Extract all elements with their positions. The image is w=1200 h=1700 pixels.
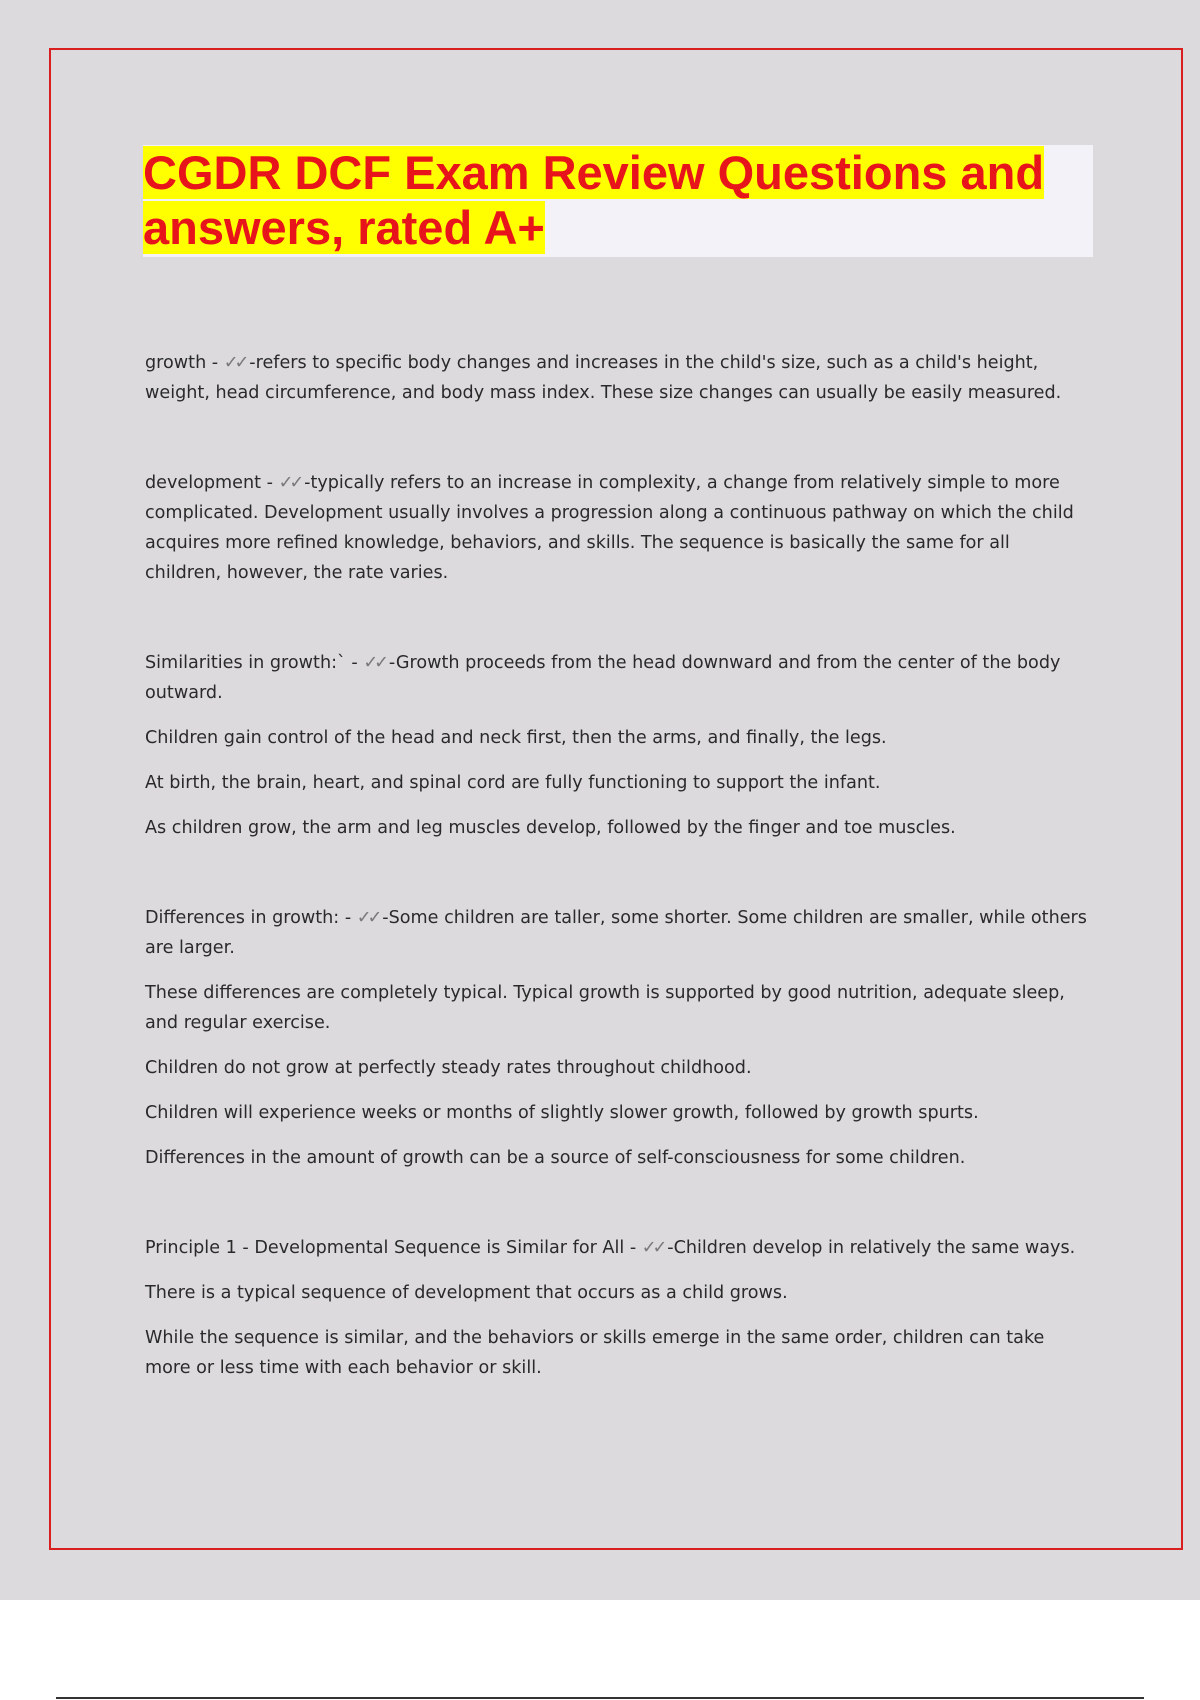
double-check-icon: ✓✓ bbox=[278, 473, 301, 493]
double-check-icon: ✓✓ bbox=[356, 908, 379, 928]
entry-definition: -Growth proceeds from the head downward and from the center of the body outward. bbox=[145, 653, 1061, 703]
entry-detail: Children do not grow at perfectly steady rates throughout childhood. bbox=[145, 1058, 752, 1078]
entry-development bbox=[145, 468, 1090, 588]
entry-detail: As children grow, the arm and leg muscles develop, followed by the finger and toe muscles. bbox=[145, 818, 956, 838]
entry-detail: Children gain control of the head and neck first, then the arms, and finally, the legs. bbox=[145, 728, 887, 748]
title-line-2: answers, rated A+ bbox=[143, 201, 545, 254]
footer-divider bbox=[56, 1697, 1144, 1699]
double-check-icon: ✓✓ bbox=[223, 353, 246, 373]
document-title bbox=[143, 145, 1093, 255]
entry-detail: At birth, the brain, heart, and spinal cord are fully functioning to support the infant. bbox=[145, 773, 881, 793]
entry-term: Differences in growth: - bbox=[145, 908, 357, 928]
entry-detail: Differences in the amount of growth can be a source of self-consciousness for some children. bbox=[145, 1148, 966, 1168]
entry-similarities-in-growth bbox=[145, 648, 1090, 708]
entry-detail: While the sequence is similar, and the behaviors or skills emerge in the same order, children can take more or less time with each behavior or skill. bbox=[145, 1328, 1045, 1378]
entry-growth bbox=[145, 348, 1090, 408]
entry-definition: -Some children are taller, some shorter. Some children are smaller, while others are larger. bbox=[145, 908, 1087, 958]
entry-term: development - bbox=[145, 473, 279, 493]
title-block bbox=[143, 145, 1093, 257]
entry-term: Similarities in growth:` - bbox=[145, 653, 364, 673]
entry-definition: -typically refers to an increase in complexity, a change from relatively simple to more complicated. Development usually involves a progression along a continuous pathway on which the child acquires more refined knowledge, behaviors, and skills. The sequence is basically the same for all children, however, the rate varies. bbox=[145, 473, 1074, 583]
entry-differences-in-growth bbox=[145, 903, 1090, 963]
double-check-icon: ✓✓ bbox=[363, 653, 385, 673]
entry-detail: There is a typical sequence of development that occurs as a child grows. bbox=[145, 1283, 788, 1303]
title-line-1: CGDR DCF Exam Review Questions and bbox=[143, 146, 1045, 199]
entry-term: growth - bbox=[145, 353, 224, 373]
entry-definition: -refers to specific body changes and increases in the child's size, such as a child's height, weight, head circumference, and body mass index. These size changes can usually be easily measured. bbox=[145, 353, 1062, 403]
document-body bbox=[145, 348, 1090, 1398]
entry-definition: -Children develop in relatively the same ways. bbox=[667, 1238, 1076, 1258]
double-check-icon: ✓✓ bbox=[641, 1238, 664, 1258]
entry-principle-1 bbox=[145, 1233, 1090, 1263]
entry-detail: Children will experience weeks or months of slightly slower growth, followed by growth spurts. bbox=[145, 1103, 979, 1123]
entry-detail: These differences are completely typical. Typical growth is supported by good nutrition, adequate sleep, and regular exercise. bbox=[145, 983, 1065, 1033]
entry-term: Principle 1 - Developmental Sequence is Similar for All - bbox=[145, 1238, 642, 1258]
